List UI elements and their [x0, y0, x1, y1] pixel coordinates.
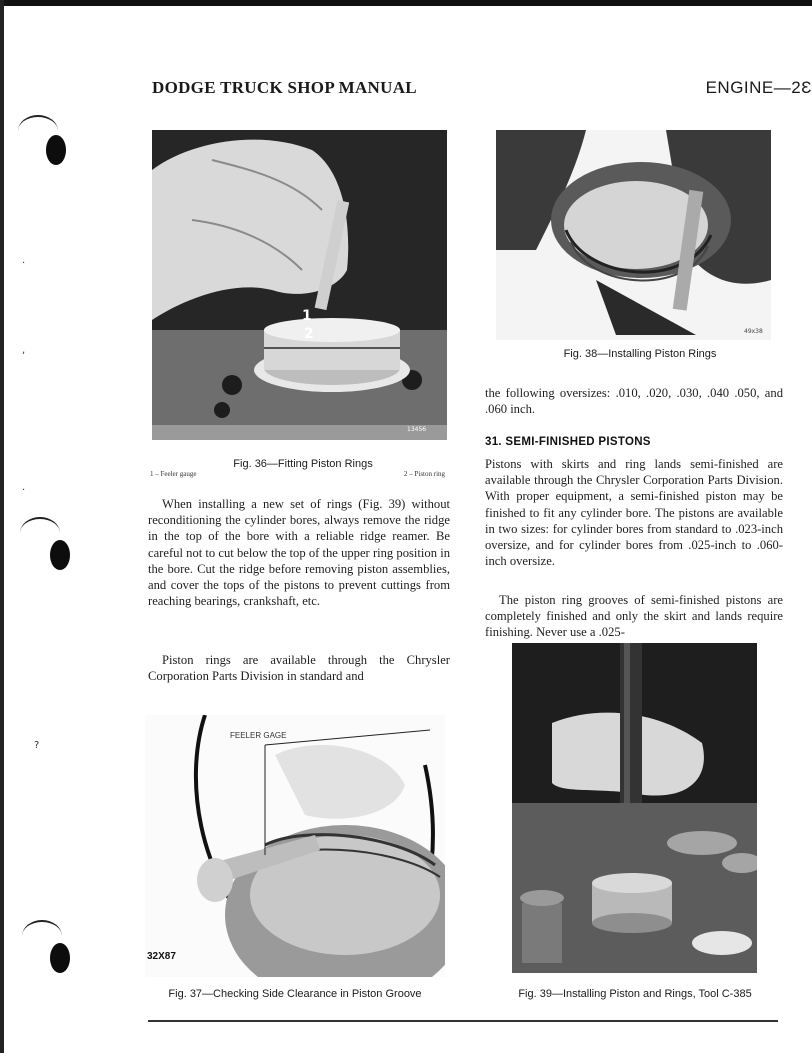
- fig39-photo: [512, 643, 757, 973]
- fig37-code: 32X87: [147, 951, 176, 962]
- page-top-edge: [0, 0, 812, 6]
- left-paragraph-1: When installing a new set of rings (Fig. 39) without reconditioning the cylinder bores, always remove the ridge in the top of the bore with a reliable ridge reamer. Be careful not to cut below the top of the upper ring position in the bore. Cut the ridge before removing piston assemblies, and cover the tops of the pistons to prevent cuttings from reaching bearings, crankshaft, etc.: [148, 497, 450, 609]
- fig36-caption: Fig. 36—Fitting Piston Rings: [233, 458, 373, 470]
- binder-hole-bottom: [50, 943, 70, 973]
- fig37-caption: Fig. 37—Checking Side Clearance in Piston Groove: [168, 988, 422, 1000]
- binder-hole-top: [46, 135, 66, 165]
- fig36-photo: [152, 130, 447, 440]
- fig37-feeler-label: FEELER GAGE: [230, 731, 287, 740]
- manual-title: DODGE TRUCK SHOP MANUAL: [152, 78, 417, 97]
- fig36-callout-2: 2: [304, 326, 314, 342]
- binder-hole-middle: [50, 540, 70, 570]
- fig36-illustration: [152, 130, 447, 440]
- page-header: [152, 78, 812, 102]
- page-left-edge: [0, 0, 4, 1053]
- fig38-photo-code: 49x38: [744, 328, 763, 335]
- fig36-callout-1: 1: [302, 308, 312, 324]
- fig38-illustration: [496, 130, 771, 340]
- fig39-illustration: [512, 643, 757, 973]
- margin-mark: ?: [34, 740, 40, 751]
- section-page-number: ENGINE—2Ɛ: [705, 78, 812, 97]
- fig36-legend-right: 2 – Piston ring: [404, 470, 446, 478]
- left-paragraph-2: Piston rings are available through the Chrysler Corporation Parts Division in standard and: [148, 653, 450, 684]
- footer-rule: [148, 1020, 778, 1022]
- margin-mark: ·: [22, 485, 26, 496]
- right-paragraph-2: The piston ring grooves of semi-finished pistons are completely finished and only the skirt and lands require finishing. Never use a .025-: [485, 593, 783, 640]
- fig39-caption: Fig. 39—Installing Piston and Rings, Tool C-385: [518, 988, 752, 1000]
- fig38-photo: [496, 130, 771, 340]
- right-paragraph-1: Pistons with skirts and ring lands semi-finished are available through the Chrysler Corporation Parts Division. With proper equipment, a semi-finished piston may be finished to fit any cylinder bore. The pistons are available in two sizes: for cylinder bores from standard to .023-inch oversize, and for cylinder bores from .025-inch to .060-inch oversize.: [485, 457, 783, 569]
- fig36-legend-left: 1 – Feeler gauge: [150, 470, 197, 478]
- margin-mark: ·: [22, 258, 26, 269]
- fig37-illustration: [145, 715, 445, 977]
- section-heading-semi-finished: 31. SEMI-FINISHED PISTONS: [485, 436, 651, 448]
- right-paragraph-0: the following oversizes: .010, .020, .030, .040 .050, and .060 inch.: [485, 386, 783, 417]
- fig36-photo-code: 13456: [407, 426, 427, 433]
- fig37-photo: [145, 715, 445, 977]
- fig38-caption: Fig. 38—Installing Piston Rings: [563, 348, 717, 360]
- margin-mark: ,: [22, 345, 26, 356]
